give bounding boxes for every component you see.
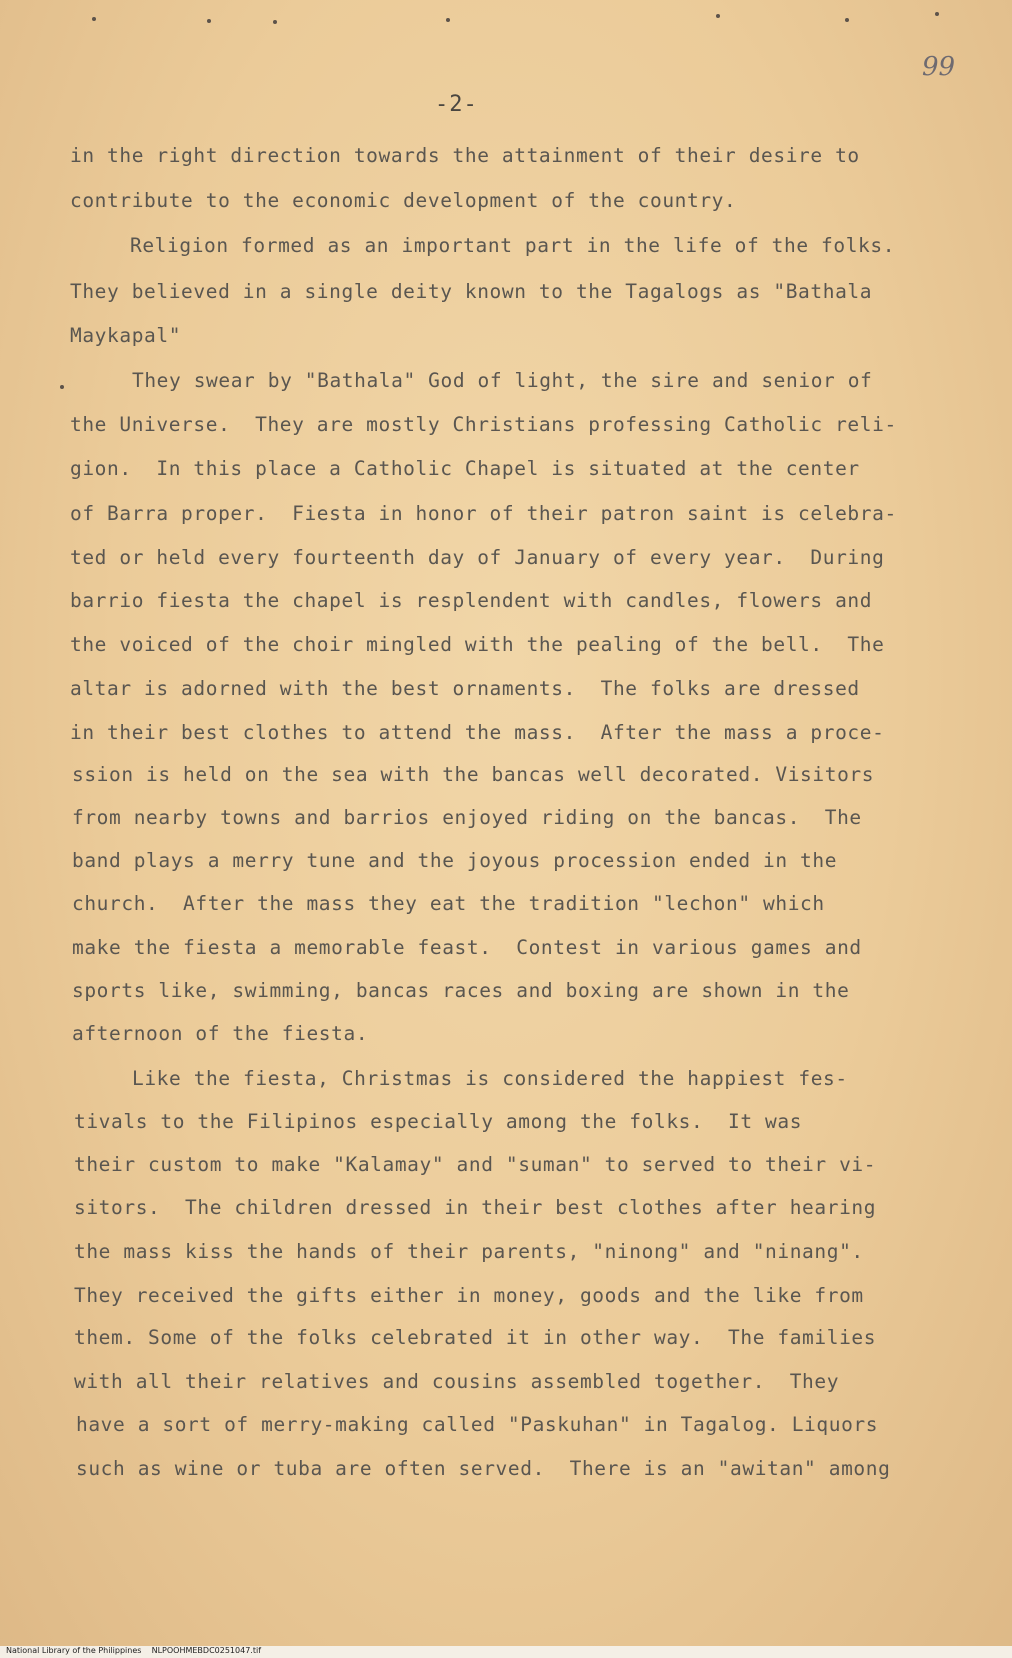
punch-mark	[207, 19, 211, 23]
punch-mark	[273, 20, 277, 24]
text-line: gion. In this place a Catholic Chapel is situated at the center	[70, 457, 860, 480]
text-line: Like the fiesta, Christmas is considered the happiest fes-	[132, 1067, 848, 1090]
punch-mark	[446, 18, 450, 22]
text-line: such as wine or tuba are often served. There is an "awitan" among	[76, 1457, 891, 1480]
text-line: They received the gifts either in money, goods and the like from	[74, 1284, 864, 1307]
text-line: They swear by "Bathala" God of light, the sire and senior of	[132, 369, 873, 392]
text-line: altar is adorned with the best ornaments. The folks are dressed	[70, 677, 860, 700]
text-line: sports like, swimming, bancas races and boxing are shown in the	[72, 979, 850, 1002]
text-line: contribute to the economic development of the country.	[70, 189, 737, 212]
text-line: in their best clothes to attend the mass. After the mass a proce-	[70, 721, 885, 744]
text-line: make the fiesta a memorable feast. Contest in various games and	[72, 936, 862, 959]
text-line: have a sort of merry-making called "Paskuhan" in Tagalog. Liquors	[76, 1413, 879, 1436]
text-line: with all their relatives and cousins assembled together. They	[74, 1370, 840, 1393]
text-line: afternoon of the fiesta.	[72, 1022, 369, 1045]
punch-mark	[845, 18, 849, 22]
folio-number: 99	[922, 52, 956, 82]
page-number: -2-	[435, 92, 478, 117]
text-line: sitors. The children dressed in their best clothes after hearing	[74, 1196, 877, 1219]
archive-footer: National Library of the Philippines NLPOOHMEBDC0251047.tif	[0, 1646, 1012, 1658]
margin-mark	[60, 385, 64, 389]
text-line: ssion is held on the sea with the bancas well decorated. Visitors	[72, 763, 875, 786]
punch-mark	[935, 12, 939, 16]
text-line: the mass kiss the hands of their parents, "ninong" and "ninang".	[74, 1240, 864, 1263]
text-line: ted or held every fourteenth day of January of every year. During	[70, 546, 885, 569]
text-line: the voiced of the choir mingled with the pealing of the bell. The	[70, 633, 885, 656]
punch-mark	[92, 17, 96, 21]
text-line: They believed in a single deity known to the Tagalogs as "Bathala	[70, 280, 873, 303]
text-line: Maykapal"	[70, 324, 182, 347]
text-line: in the right direction towards the attainment of their desire to	[70, 144, 860, 167]
text-line: church. After the mass they eat the tradition "lechon" which	[72, 892, 825, 915]
punch-mark	[716, 14, 720, 18]
text-line: them. Some of the folks celebrated it in other way. The families	[74, 1326, 877, 1349]
text-line: tivals to the Filipinos especially among the folks. It was	[74, 1110, 803, 1133]
text-line: barrio fiesta the chapel is resplendent with candles, flowers and	[70, 589, 873, 612]
text-line: from nearby towns and barrios enjoyed riding on the bancas. The	[72, 806, 862, 829]
text-line: band plays a merry tune and the joyous procession ended in the	[72, 849, 838, 872]
text-line: Religion formed as an important part in the life of the folks.	[130, 234, 896, 257]
text-line: the Universe. They are mostly Christians professing Catholic reli-	[70, 413, 897, 436]
text-line: their custom to make "Kalamay" and "suman" to served to their vi-	[74, 1153, 877, 1176]
text-line: of Barra proper. Fiesta in honor of their patron saint is celebra-	[70, 502, 897, 525]
